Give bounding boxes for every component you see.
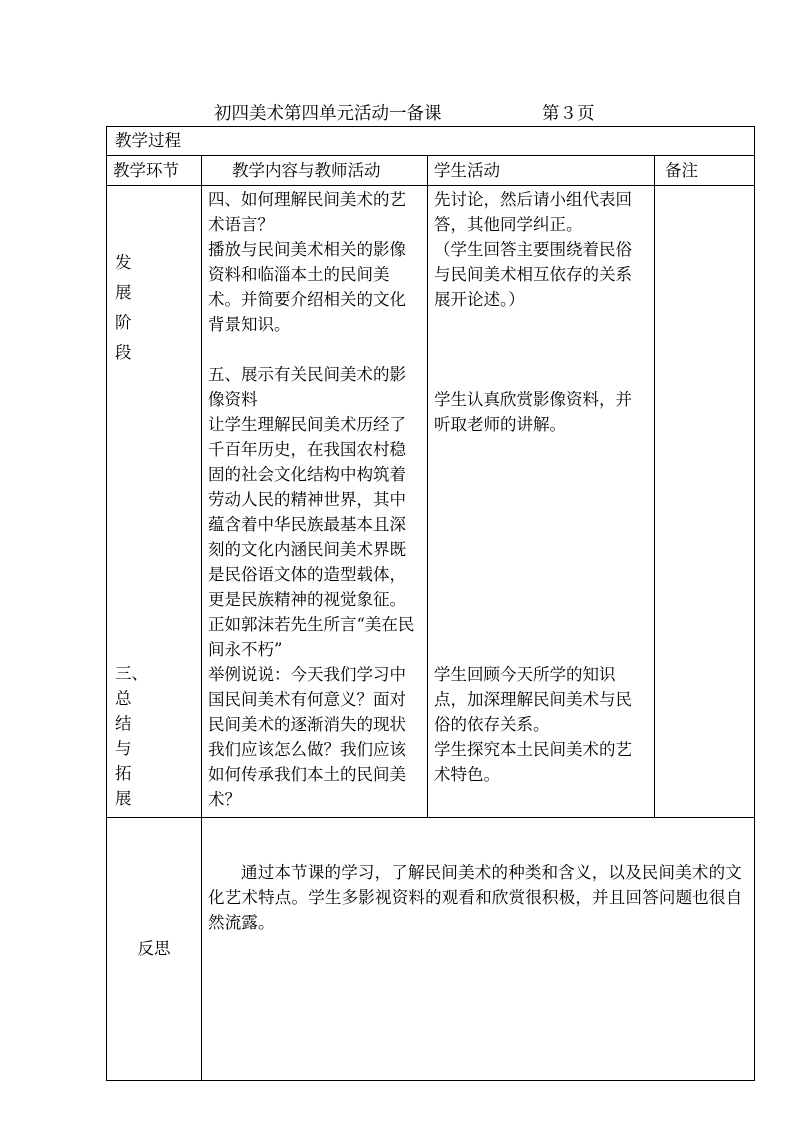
lesson-table — [106, 126, 755, 1081]
stage-char: 阶 — [115, 313, 132, 332]
student-paragraph: 学生探究本土民间美术的艺术特色。 — [434, 740, 632, 784]
student-cell — [428, 186, 655, 818]
content-paragraph: 播放与民间美术相关的影像资料和临淄本土的民间美术。并简要介绍相关的文化背景知识。 — [208, 240, 406, 334]
reflection-label: 反思 — [107, 818, 202, 1081]
reflection-text: 通过本节课的学习，了解民间美术的种类和含义，以及民间美术的文化艺术特点。学生多影视资料的观看和欣赏很积极，并且回答问题也很自然流露。 — [202, 818, 755, 1081]
stage-char: 与 — [115, 739, 132, 758]
stage-char: 结 — [115, 714, 132, 733]
stage-char: 展 — [115, 283, 132, 302]
stage-char: 段 — [115, 343, 132, 362]
content-paragraph: 四、如何理解民间美术的艺术语言？ — [208, 190, 406, 234]
column-header-student: 学生活动 — [428, 156, 655, 186]
student-paragraph: 学生回顾今天所学的知识点，加深理解民间美术与民俗的依存关系。 — [434, 665, 632, 734]
column-header-stage: 教学环节 — [107, 156, 202, 186]
content-cell — [202, 186, 428, 818]
notes-cell — [655, 186, 755, 818]
page-number: 第３页 — [542, 104, 595, 124]
student-paragraph: 学生认真欣赏影像资料，并听取老师的讲解。 — [434, 390, 632, 434]
process-row — [107, 127, 755, 156]
spacer — [434, 312, 648, 387]
main-row — [107, 186, 755, 818]
stage-char: 总 — [115, 689, 132, 708]
stage-cell — [107, 186, 202, 818]
reflection-row — [107, 818, 755, 1081]
spacer — [434, 437, 648, 662]
stage-char: 发 — [115, 253, 132, 272]
process-label: 教学过程 — [107, 127, 755, 156]
student-paragraph: 先讨论，然后请小组代表回答，其他同学纠正。 — [434, 190, 632, 234]
spacer — [208, 337, 421, 362]
stage-summary — [115, 661, 165, 811]
stage-char: 展 — [115, 789, 132, 808]
document-title: 初四美术第四单元活动一备课 — [214, 104, 442, 124]
page-title — [214, 102, 595, 126]
stage-char: 拓 — [115, 764, 132, 783]
stage-develop — [115, 248, 145, 368]
content-paragraph: 让学生理解民间美术历经了千百年历史，在我国农村稳固的社会文化结构中构筑着劳动人民的精神世界，其中蕴含着中华民族最基本且深刻的文化内涵民间美术界既是民俗语文体的造型载体，更是民族精神的视觉象征。正如郭沫若先生所言“美在民间永不朽” — [208, 415, 415, 659]
header-row — [107, 156, 755, 186]
content-paragraph: 举例说说：今天我们学习中国民间美术有何意义？面对民间美术的逐渐消失的现状我们应该怎么做？我们应该如何传承我们本土的民间美术？ — [208, 665, 406, 809]
content-paragraph: 五、展示有关民间美术的影像资料 — [208, 365, 406, 409]
column-header-notes: 备注 — [655, 156, 755, 186]
stage-char: 三、 — [115, 664, 148, 683]
student-paragraph: （学生回答主要围绕着民俗与民间美术相互依存的关系展开论述。） — [434, 240, 632, 309]
column-header-content: 教学内容与教师活动 — [202, 156, 428, 186]
